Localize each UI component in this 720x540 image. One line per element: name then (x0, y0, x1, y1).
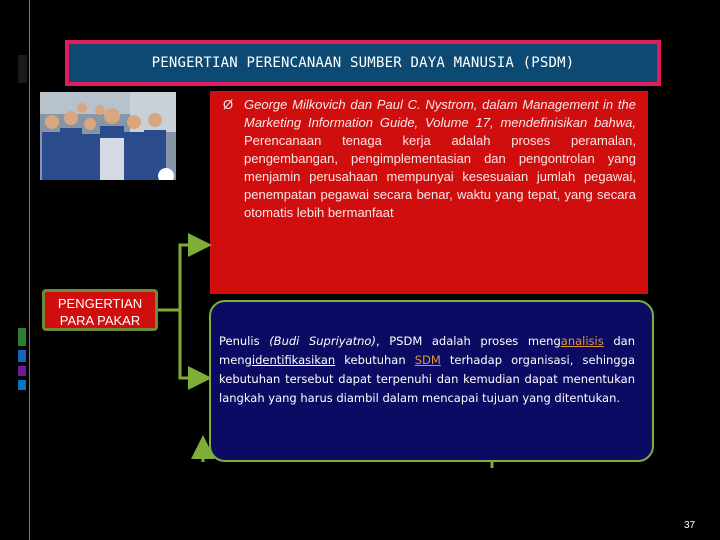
slide-title: PENGERTIAN PERENCANAAN SUMBER DAYA MANUSIA (PSDM) (151, 55, 575, 71)
definition-1-body: Perencanaan tenaga kerja adalah proses peramalan, pengembangan, pengimplementasian dan pengontrolan yang menjamin perusahaan mempunyai kesesuaian jumlah pegawai, penempatan pegawai secara benar, waktu yang tepat, yang secara otomatis lebih bermanfaat (244, 133, 636, 220)
definition-1-source: George Milkovich dan Paul C. Nystrom, dalam Management in the Marketing Information Guide, Volume 17, mendefinisikan bahwa, (244, 97, 636, 130)
definition-2-text: Penulis (Budi Supriyatno), PSDM adalah proses menganalisis dan mengidentifikasikan kebutuhan SDM terhadap organisasi, sehingga kebutuhan tersebut dapat terpenuhi dan kemudian dapat menentukan langkah yang harus diambil dalam mencapai tujuan yang ditentukan. (219, 334, 635, 405)
link-sdm[interactable]: SDM (414, 353, 441, 367)
experts-label: PENGERTIAN PARA PAKAR (42, 289, 158, 331)
author-name: (Budi Supriyatno) (269, 334, 376, 348)
link-identifikasikan[interactable]: identifikasikan (251, 353, 336, 367)
link-analisis[interactable]: analisis (560, 334, 604, 348)
arrow-bullet-icon: Ø (223, 97, 234, 112)
page-number: 37 (684, 520, 696, 531)
